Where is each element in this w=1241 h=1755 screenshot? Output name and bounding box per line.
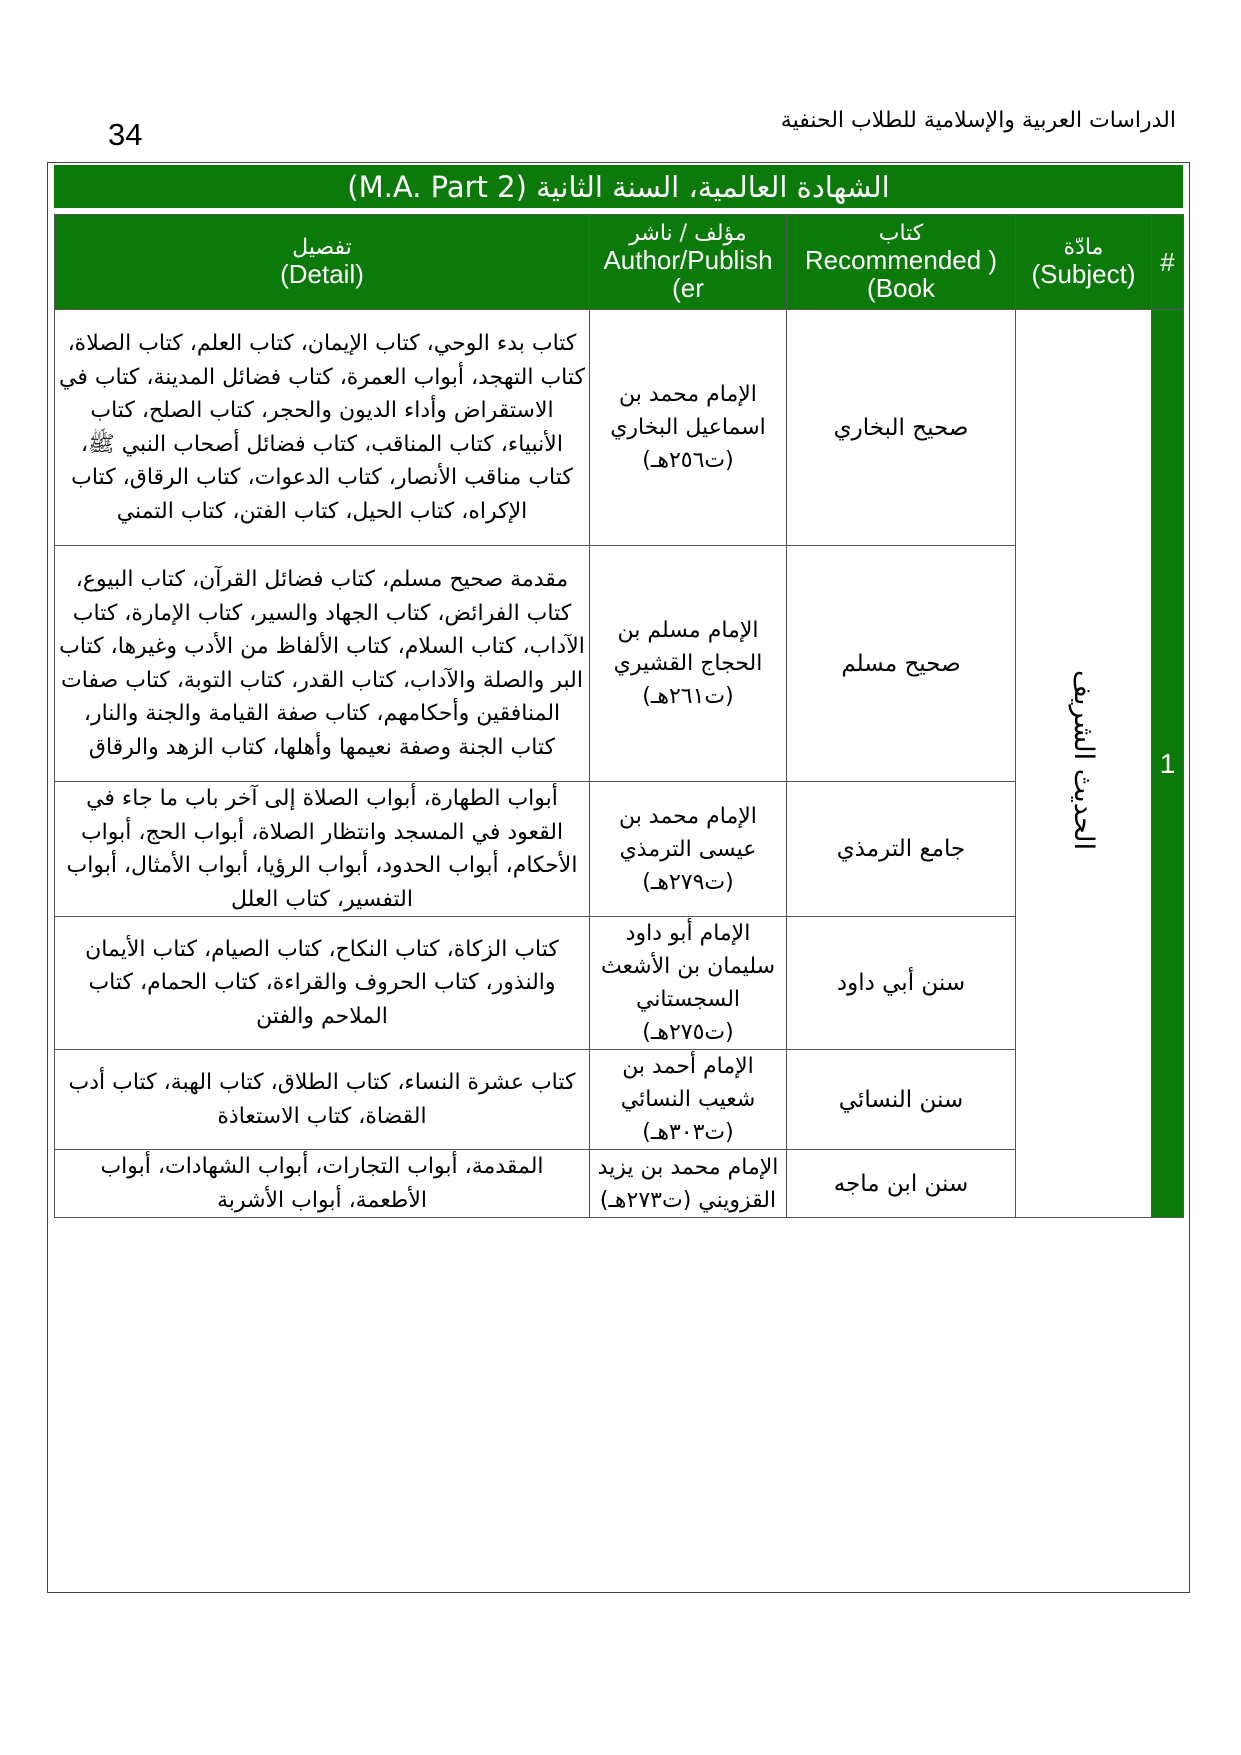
table-row: [55, 1150, 1184, 1218]
detail-cell: المقدمة، أبواب التجارات، أبواب الشهادات، أبواب الأطعمة، أبواب الأشربة: [55, 1150, 590, 1218]
page-number: 34: [108, 117, 143, 152]
author-cell: الإمام أحمد بن شعيب النسائي (ت٣٠٣هـ): [590, 1050, 787, 1150]
subject-label: الحديث الشريف: [1068, 669, 1099, 851]
header-subject: [1016, 215, 1152, 310]
author-cell: الإمام محمد بن عيسى الترمذي (ت٢٧٩هـ): [590, 782, 787, 917]
header-subject-en: (Subject): [1031, 259, 1136, 289]
header-num: #: [1152, 215, 1184, 310]
detail-cell: كتاب بدء الوحي، كتاب الإيمان، كتاب العلم، كتاب الصلاة، كتاب التهجد، أبواب العمرة، كتاب فضائل المدينة، كتاب في الاستقراض وأداء الديون والحجر، كتاب الصلح، كتاب الأنبياء، كتاب المناقب، كتاب فضائل أصحاب النبي ﷺ، كتاب مناقب الأنصار، كتاب الدعوات، كتاب الرقاق، كتاب الإكراه، كتاب الحيل، كتاب الفتن، كتاب التمني: [55, 310, 590, 546]
book-cell: صحيح مسلم: [787, 546, 1016, 782]
table-row: [55, 782, 1184, 917]
book-cell: سنن أبي داود: [787, 917, 1016, 1050]
detail-cell: كتاب عشرة النساء، كتاب الطلاق، كتاب الهبة، كتاب أدب القضاة، كتاب الاستعاذة: [55, 1050, 590, 1150]
author-cell: الإمام محمد بن اسماعيل البخاري (ت٢٥٦هـ): [590, 310, 787, 546]
header-detail: [55, 215, 590, 310]
book-cell: سنن النسائي: [787, 1050, 1016, 1150]
book-cell: سنن ابن ماجه: [787, 1150, 1016, 1218]
header-book-en: Recommended ) (Book: [804, 245, 998, 303]
header-author: [590, 215, 787, 310]
author-cell: الإمام أبو داود سليمان بن الأشعث السجستاني (ت٢٧٥هـ): [590, 917, 787, 1050]
header-detail-ar: تفصيل: [292, 235, 352, 260]
book-cell: صحيح البخاري: [787, 310, 1016, 546]
table-row: [55, 546, 1184, 782]
table-row: [55, 917, 1184, 1050]
row-number: 1: [1152, 310, 1184, 1218]
detail-cell: كتاب الزكاة، كتاب النكاح، كتاب الصيام، كتاب الأيمان والنذور، كتاب الحروف والقراءة، كتاب الحمام، كتاب الملاحم والفتن: [55, 917, 590, 1050]
author-cell: الإمام محمد بن يزيد القزويني (ت٢٧٣هـ): [590, 1150, 787, 1218]
header-book: [787, 215, 1016, 310]
table-row: [55, 1050, 1184, 1150]
table-header-row: [55, 215, 1184, 310]
header-subject-ar: مادّة: [1063, 235, 1104, 260]
subject-cell: [1016, 310, 1152, 1218]
header-author-ar: مؤلف / ناشر: [629, 221, 747, 246]
section-title: الشهادة العالمية، السنة الثانية (M.A. Part 2): [54, 165, 1183, 208]
detail-cell: مقدمة صحيح مسلم، كتاب فضائل القرآن، كتاب البيوع، كتاب الفرائض، كتاب الجهاد والسير، كتاب الإمارة، كتاب الآداب، كتاب السلام، كتاب الألفاظ من الأدب وغيرها، كتاب البر والصلة والآداب، كتاب القدر، كتاب التوبة، كتاب صفات المنافقين وأحكامهم، كتاب صفة القيامة والجنة والنار، كتاب الجنة وصفة نعيمها وأهلها، كتاب الزهد والرقاق: [55, 546, 590, 782]
header-book-ar: كتاب: [878, 221, 924, 246]
header-detail-en: (Detail): [280, 259, 364, 289]
header-author-en: Author/Publish (er: [603, 245, 773, 303]
table-row: [55, 310, 1184, 546]
detail-cell: أبواب الطهارة، أبواب الصلاة إلى آخر باب ما جاء في القعود في المسجد وانتظار الصلاة، أبواب الحج، أبواب الأحكام، أبواب الحدود، أبواب الرؤيا، أبواب الأمثال، أبواب التفسير، كتاب العلل: [55, 782, 590, 917]
syllabus-table: [54, 214, 1184, 1218]
running-header: الدراسات العربية والإسلامية للطلاب الحنفية: [780, 108, 1176, 133]
book-cell: جامع الترمذي: [787, 782, 1016, 917]
author-cell: الإمام مسلم بن الحجاج القشيري (ت٢٦١هـ): [590, 546, 787, 782]
